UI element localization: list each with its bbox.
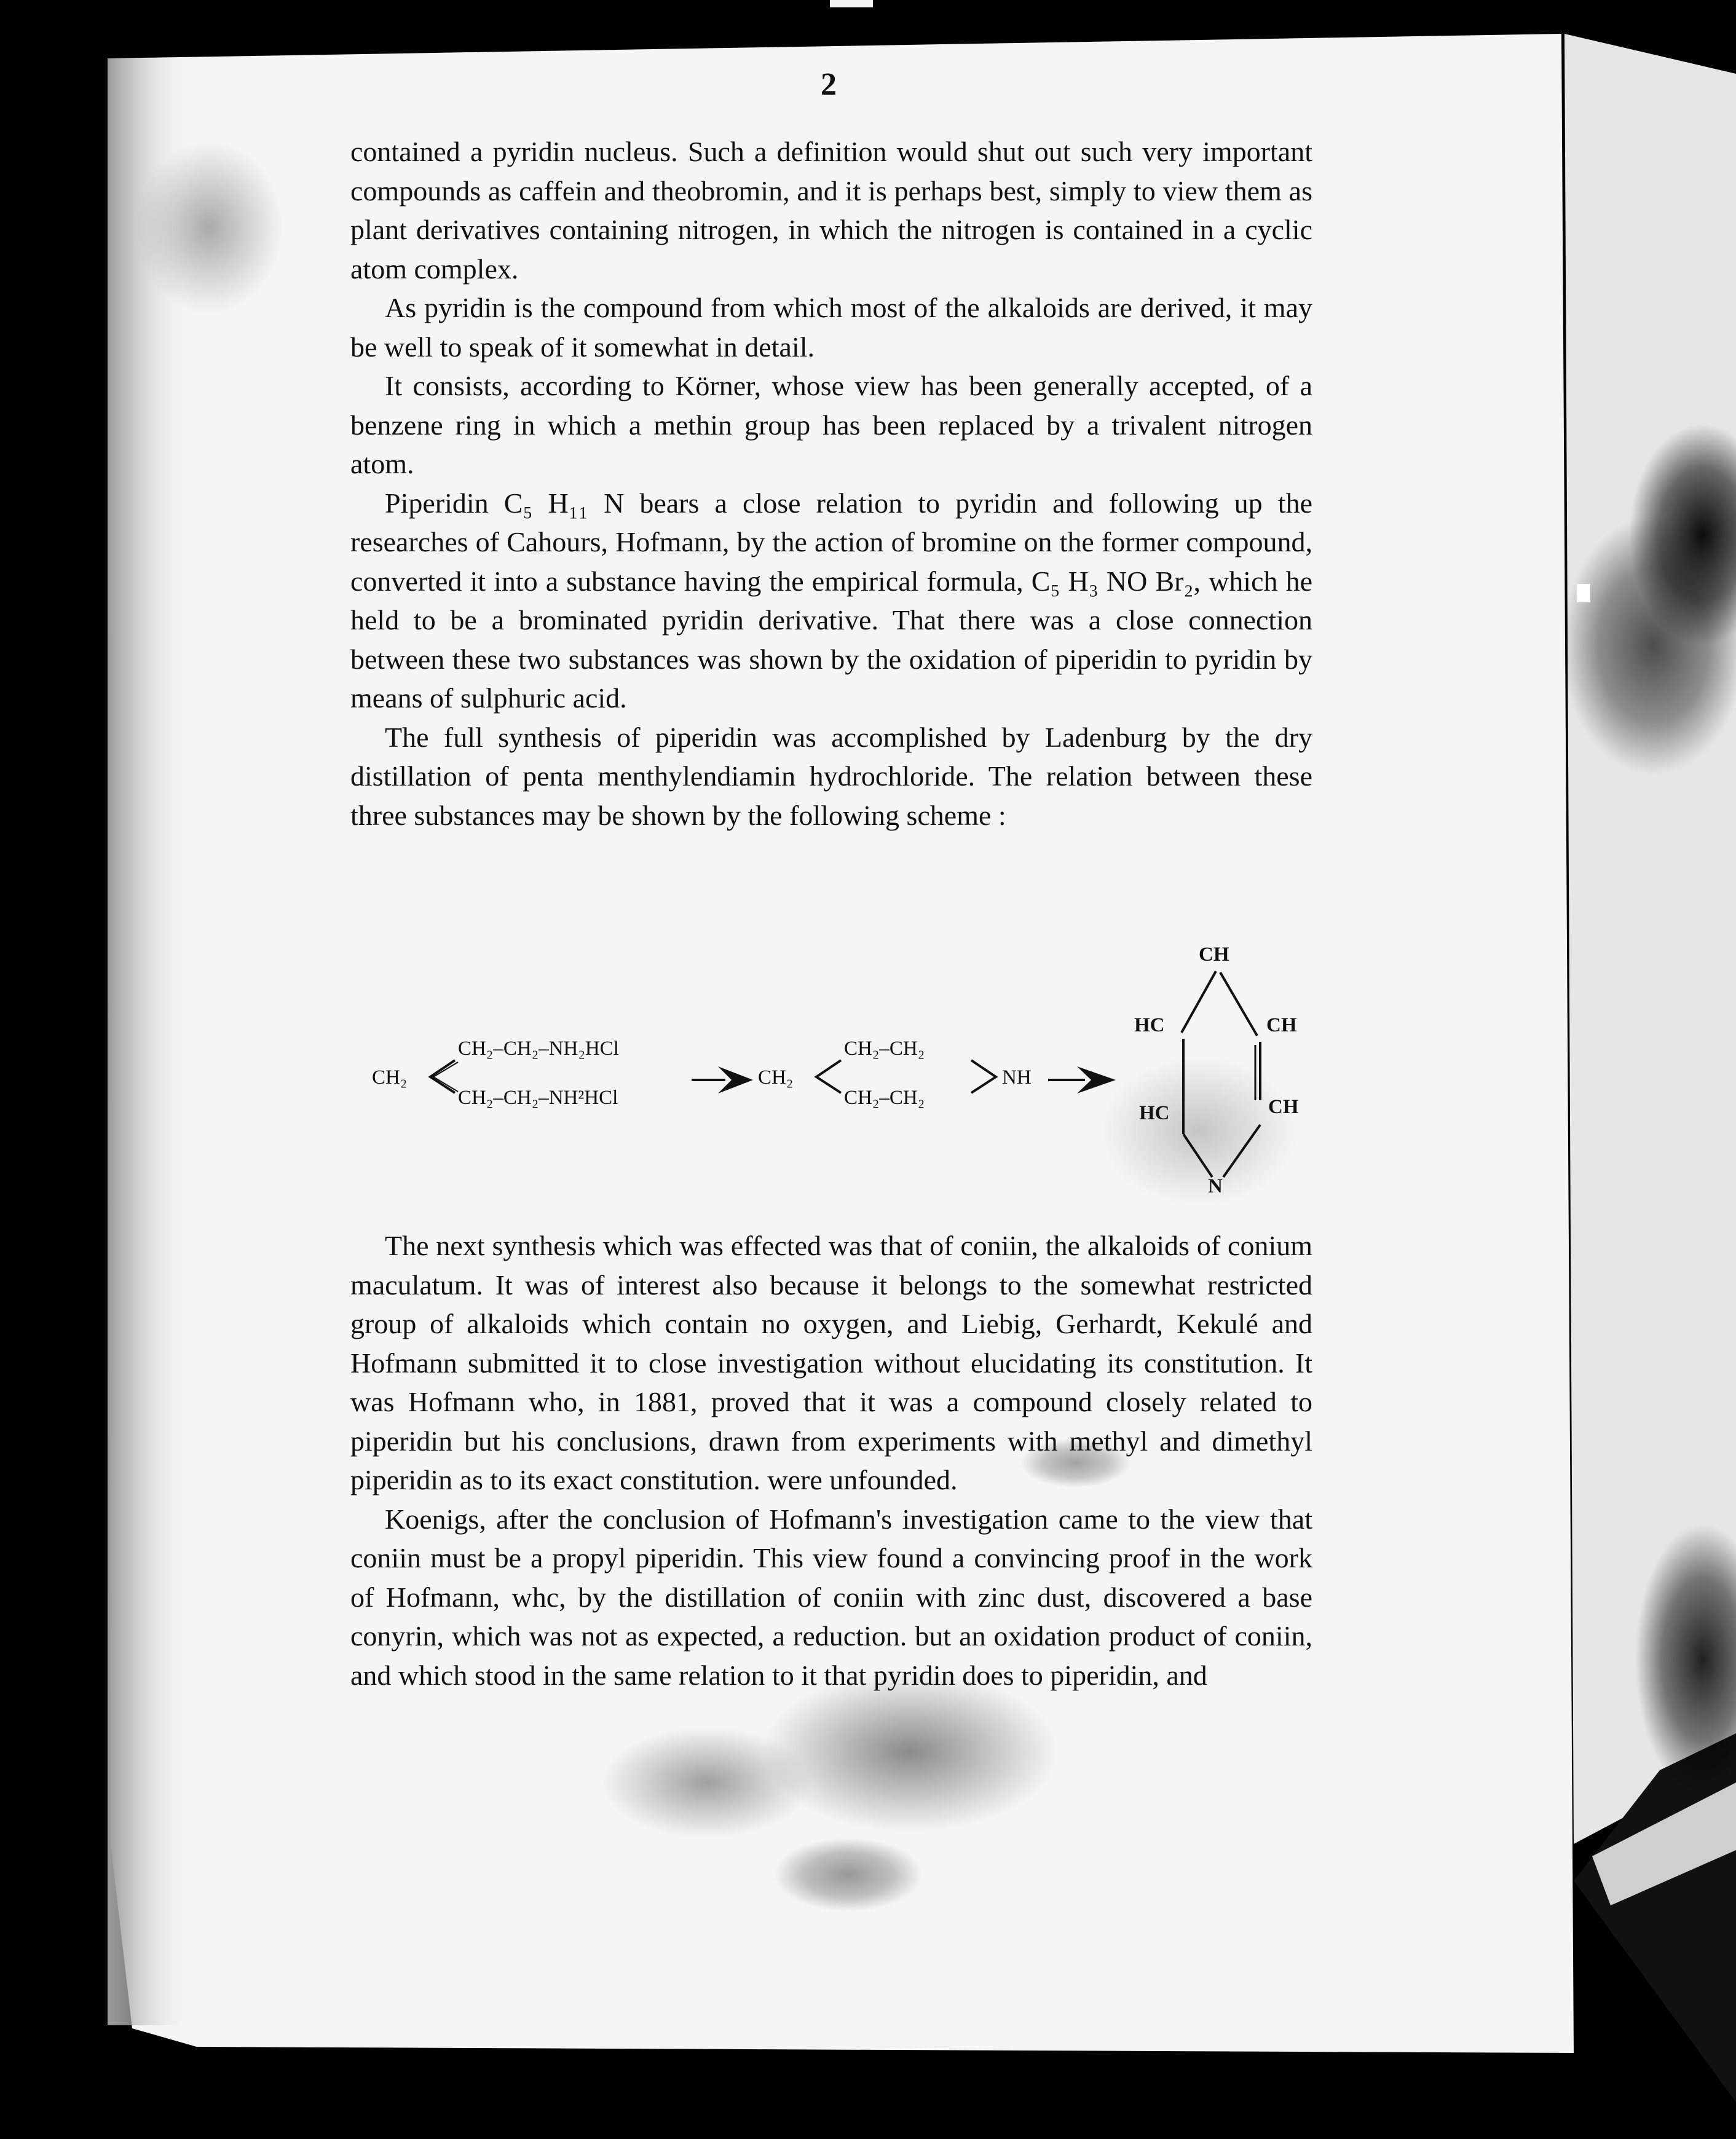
formula-ch2-middle: CH₂ [758, 1066, 794, 1089]
ring-atom-upper-left: HC [1134, 1014, 1165, 1036]
page-number: 2 [821, 67, 837, 102]
ring-bond [1182, 971, 1216, 1033]
bracket-right [971, 1060, 996, 1093]
bracket-middle [816, 1060, 841, 1093]
paragraph: Piperidin C₅ H₁₁ N bears a close relation to pyridin and following up the researches of Cahours, Hofmann, by the action of bromine on the former compound, converted it into a substance having the empirical formula, C₅ H₃ NO Br₂, which he held to be a brominated pyridin derivative. That there was a close connection between these two substances was shown by the oxidation of piperidin to pyridin by means of sulphuric acid. [350, 487, 1312, 714]
paragraph: Koenigs, after the conclusion of Hofmann's investigation came to the view that coniin must be a propyl piperidin. This view found a convincing proof in the work of Hofmann, whc, by the distillation of coniin with zinc dust, discovered a base conyrin, which was not as expected, a reduction. but an oxidation product of coniin, and which stood in the same relation to it that pyridin does to piperidin, and [350, 1503, 1312, 1691]
paragraph: The next synthesis which was effected was that of coniin, the alkaloids of conium maculatum. It was of interest also because it belongs to the somewhat restricted group of alkaloids which contain no oxygen, and Liebig, Gerhardt, Kekulé and Hofmann submitted it to close investigation without elucidating its constitution. It was Hofmann who, in 1881, proved that it was a compound closely related to piperidin but his conclusions, drawn from experiments with methyl and dimethyl piperidin as to its exact constitution. were unfounded. [350, 1230, 1312, 1495]
formula-left-upper: CH₂–CH₂–NH₂HCl [458, 1038, 619, 1060]
ring-atom-lower-right: CH [1268, 1096, 1299, 1118]
ring-atom-top: CH [1199, 943, 1229, 966]
ring-atom-nitrogen: N [1208, 1175, 1223, 1197]
formula-ch2-left: CH₂ [372, 1066, 408, 1089]
formula-left-lower: CH₂–CH₂–NH²HCl [458, 1087, 618, 1109]
formula-nh: NH [1002, 1066, 1032, 1089]
paragraph: As pyridin is the compound from which most of the alkaloids are derived, it may be well to speak of it somewhat in detail. [350, 292, 1312, 363]
paragraph: contained a pyridin nucleus. Such a definition would shut out such very important compounds as caffein and theobromin, and it is perhaps best, simply to view them as plant derivatives containing nitrogen, in which the nitrogen is contained in a cyclic atom complex. [350, 136, 1312, 285]
ring-atom-lower-left: HC [1139, 1102, 1170, 1124]
paragraph: It consists, according to Körner, whose view has been generally accepted, of a benzene ring in which a methin group has been replaced by a trivalent nitrogen atom. [350, 370, 1312, 479]
ring-atom-upper-right: CH [1266, 1014, 1297, 1036]
formula-mid-upper: CH₂–CH₂ [844, 1038, 925, 1060]
paragraph: The full synthesis of piperidin was accomplished by Ladenburg by the dry distillation of penta menthylendiamin hydrochloride. The relation between these three substances may be shown by the following scheme : [350, 721, 1312, 831]
formula-mid-lower: CH₂–CH₂ [844, 1087, 925, 1109]
